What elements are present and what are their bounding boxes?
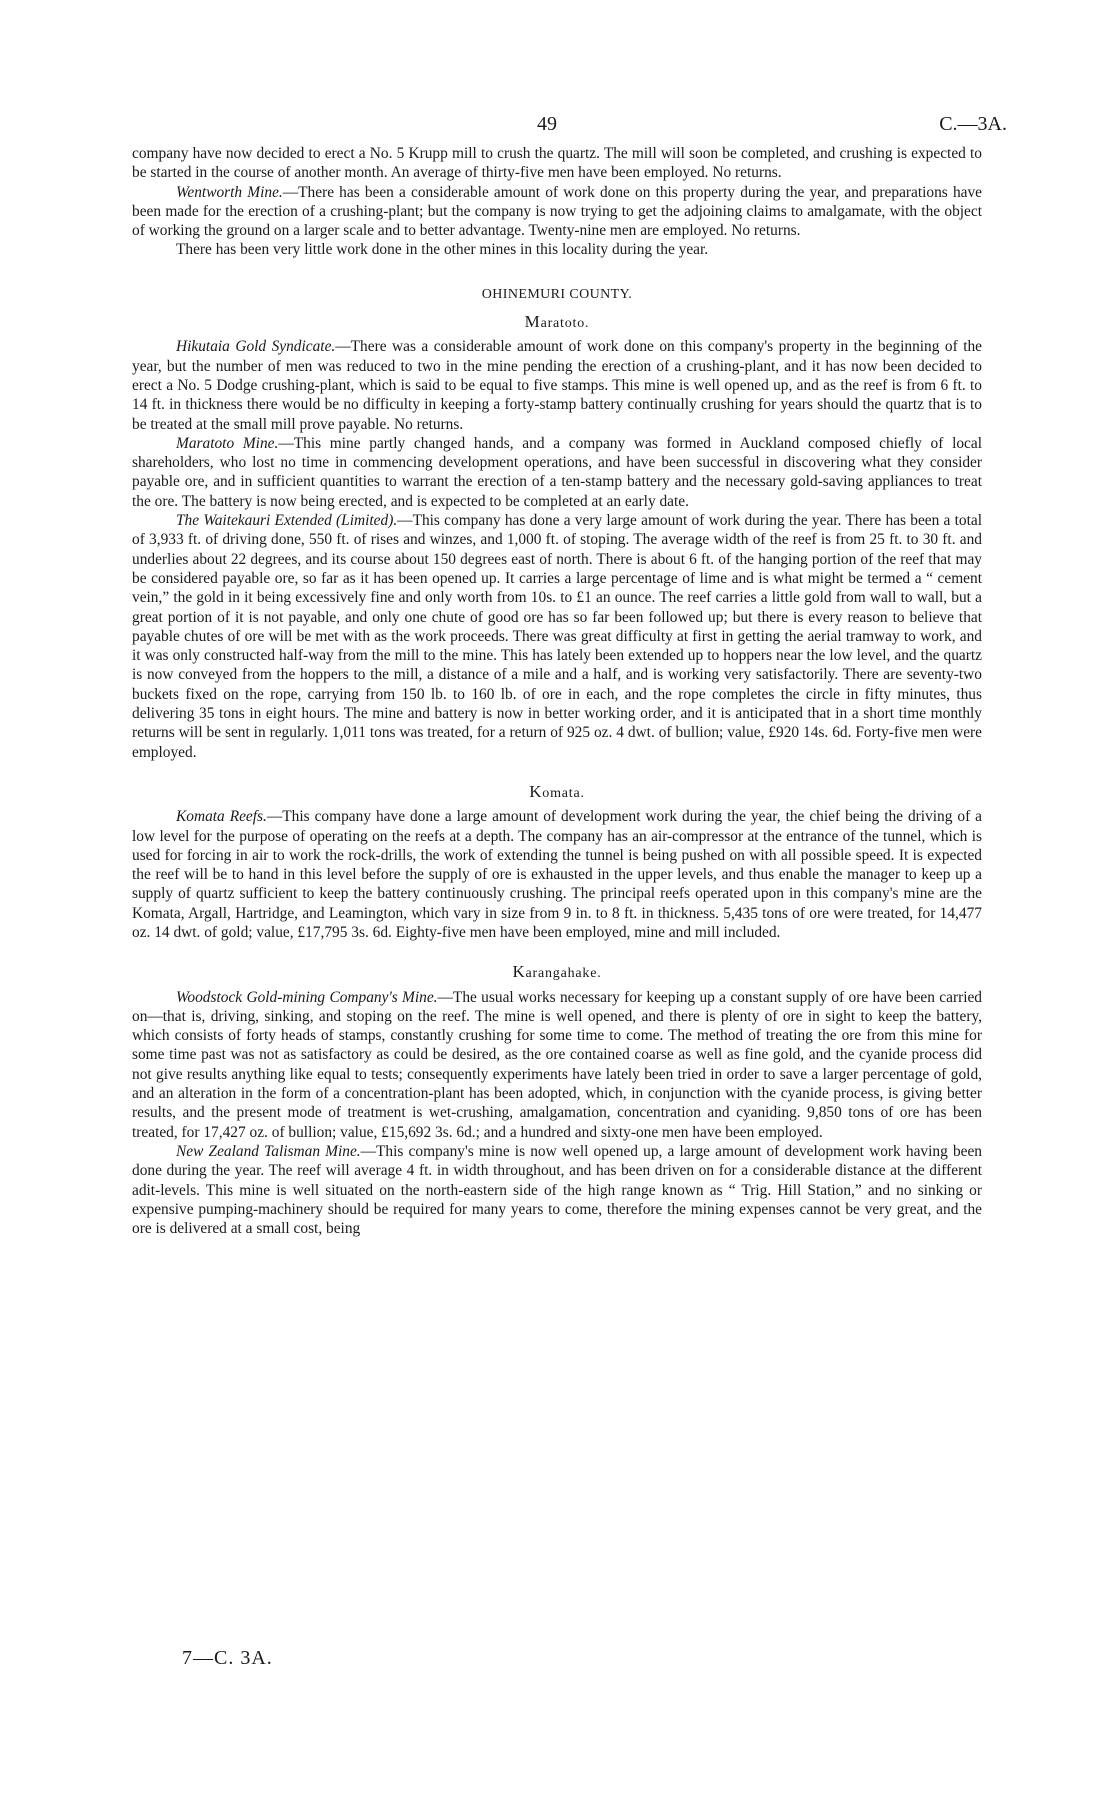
paragraph: Wentworth Mine.—There has been a considerable amount of work done on this property during the year, and preparations have been made for the erection of a crushing-plant; but the company is now trying to get the adjoining claims to amalgamate, with the object of working the ground on a larger scale and to better advantage. Twenty-nine men are employed. No returns. [132,183,982,240]
paragraph: Maratoto Mine.—This mine partly changed hands, and a company was formed in Auckland composed chiefly of local shareholders, who lost no time in commencing development operations, and have been successful in discovering what they consider payable ore, and in sufficient quantities to warrant the erection of a ten-stamp battery and the necessary gold-saving appliances to treat the ore. The battery is now being erected, and is expected to be completed at an early date. [132,434,982,510]
paragraph: Komata Reefs.—This company have done a large amount of development work during the year, the chief being the driving of a low level for the purpose of operating on the reefs at a depth. The company has an air-compressor at the entrance of the tunnel, which is used for forcing in air to work the rock-drills, the work of extending the tunnel is being pushed on with all possible speed. It is expected the reef will be to hand in this level before the supply of ore is exhausted in the upper levels, and thus enable the manager to keep up a supply of quartz sufficient to keep the battery continuously crushing. The principal reefs operated upon in this company's mine are the Komata, Argall, Hartridge, and Leamington, which vary in size from 9 in. to 8 ft. in thickness. 5,435 tons of ore were treated, for 14,477 oz. 14 dwt. of gold; value, £17,795 3s. 6d. Eighty-five men have been employed, mine and mill included. [132,808,982,941]
page-code: C.—3A. [939,113,1007,135]
paragraph: The Waitekauri Extended (Limited).—This company has done a very large amount of work during the year. There has been a total of 3,933 ft. of driving done, 550 ft. of rises and winzes, and 1,000 ft. of stoping. The average width of the reef is from 25 ft. to 30 ft. and underlies about 22 degrees, and its course about 150 degrees east of north. There is about 6 ft. of the hanging portion of the reef that may be considered payable ore, so far as it has been opened up. It carries a large percentage of lime and is what might be termed a “ cement vein,” the gold in it being excessively fine and only worth from 10s. to £1 an ounce. The reef carries a little gold from wall to wall, but a great portion of it is not payable, and only one chute of good ore has so far been followed up; but there is every reason to believe that payable chutes of ore will be met with as the work proceeds. There was great difficulty at first in getting the aerial tramway to work, and it was only constructed half-way from the mill to the mine. This has lately been extended up to hoppers near the low level, and the quartz is now conveyed from the hoppers to the mill, a distance of a mile and a half, and is working very satisfactorily. There are seventy-two buckets fixed on the rope, carrying from 150 lb. to 160 lb. of ore in each, and the rope completes the circle in fifty minutes, thus delivering 35 tons in eight hours. The mine and battery is now in better working order, and it is anticipated that in a short time monthly returns will be sent in regularly. 1,011 tons was treated, for a return of 925 oz. 4 dwt. of bullion; value, £920 14s. 6d. Forty-five men were employed. [132,512,982,761]
county-heading: OHINEMURI COUNTY. [481,286,633,302]
document-body [132,144,982,1238]
section-heading-komata: Komata. [529,781,585,801]
paragraph: company have now decided to erect a No. 5 Krupp mill to crush the quartz. The mill will soon be completed, and crushing is expected to be started in the course of another month. An average of thirty-five men have been employed. No returns. [132,145,982,182]
section-heading-maratoto: Maratoto. [524,312,590,332]
page-number: 49 [537,113,557,135]
section-heading-karangahake: Karangahake. [512,962,602,982]
paragraph: New Zealand Talisman Mine.—This company's mine is now well opened up, a large amount of development work having been done during the year. The reef will average 4 ft. in width throughout, and has been driven on for a considerable distance at the different adit-levels. This mine is well situated on the north-eastern side of the high range known as “ Trig. Hill Station,” and no sinking or expensive pumping-machinery should be required for many years to come, therefore the mining expenses cannot be very great, and the ore is delivered at a small cost, being [132,1142,982,1238]
paragraph: Hikutaia Gold Syndicate.—There was a considerable amount of work done on this company's property in the beginning of the year, but the number of men was reduced to two in the mine pending the erection of a crushing-plant, and it has now been decided to erect a No. 5 Dodge crushing-plant, which is said to be equal to five stamps. This mine is well opened up, and as the reef is from 6 ft. to 14 ft. in thickness there would be no difficulty in keeping a forty-stamp battery continually crushing for years should the quartz that is to be treated at the small mill prove payable. No returns. [132,338,982,433]
paragraph: There has been very little work done in the other mines in this locality during the year. [176,241,709,259]
paragraph: Woodstock Gold-mining Company's Mine.—The usual works necessary for keeping up a constant supply of ore have been carried on—that is, driving, sinking, and stoping on the reef. The mine is well opened, and there is plenty of ore in sight to keep the battery, which consists of forty heads of stamps, constantly crushing for some time to come. The method of treating the ore from this mine for some time past was not as satisfactory as could be desired, as the ore contained coarse as well as fine gold, and the cyanide process did not give results anything like equal to tests; consequently experiments have lately been tried in order to save a larger percentage of gold, and an alteration in the form of a concentration-plant has been adopted, which, in conjunction with the cyanide process, is giving better results, and the present mode of treatment is wet-crushing, amalgamation, concentration and cyaniding. 9,850 tons of ore has been treated, for 17,427 oz. of bullion; value, £15,692 3s. 6d.; and a hundred and sixty-one men have been employed. [132,988,982,1141]
footer-signature: 7—C. 3A. [182,1647,273,1669]
